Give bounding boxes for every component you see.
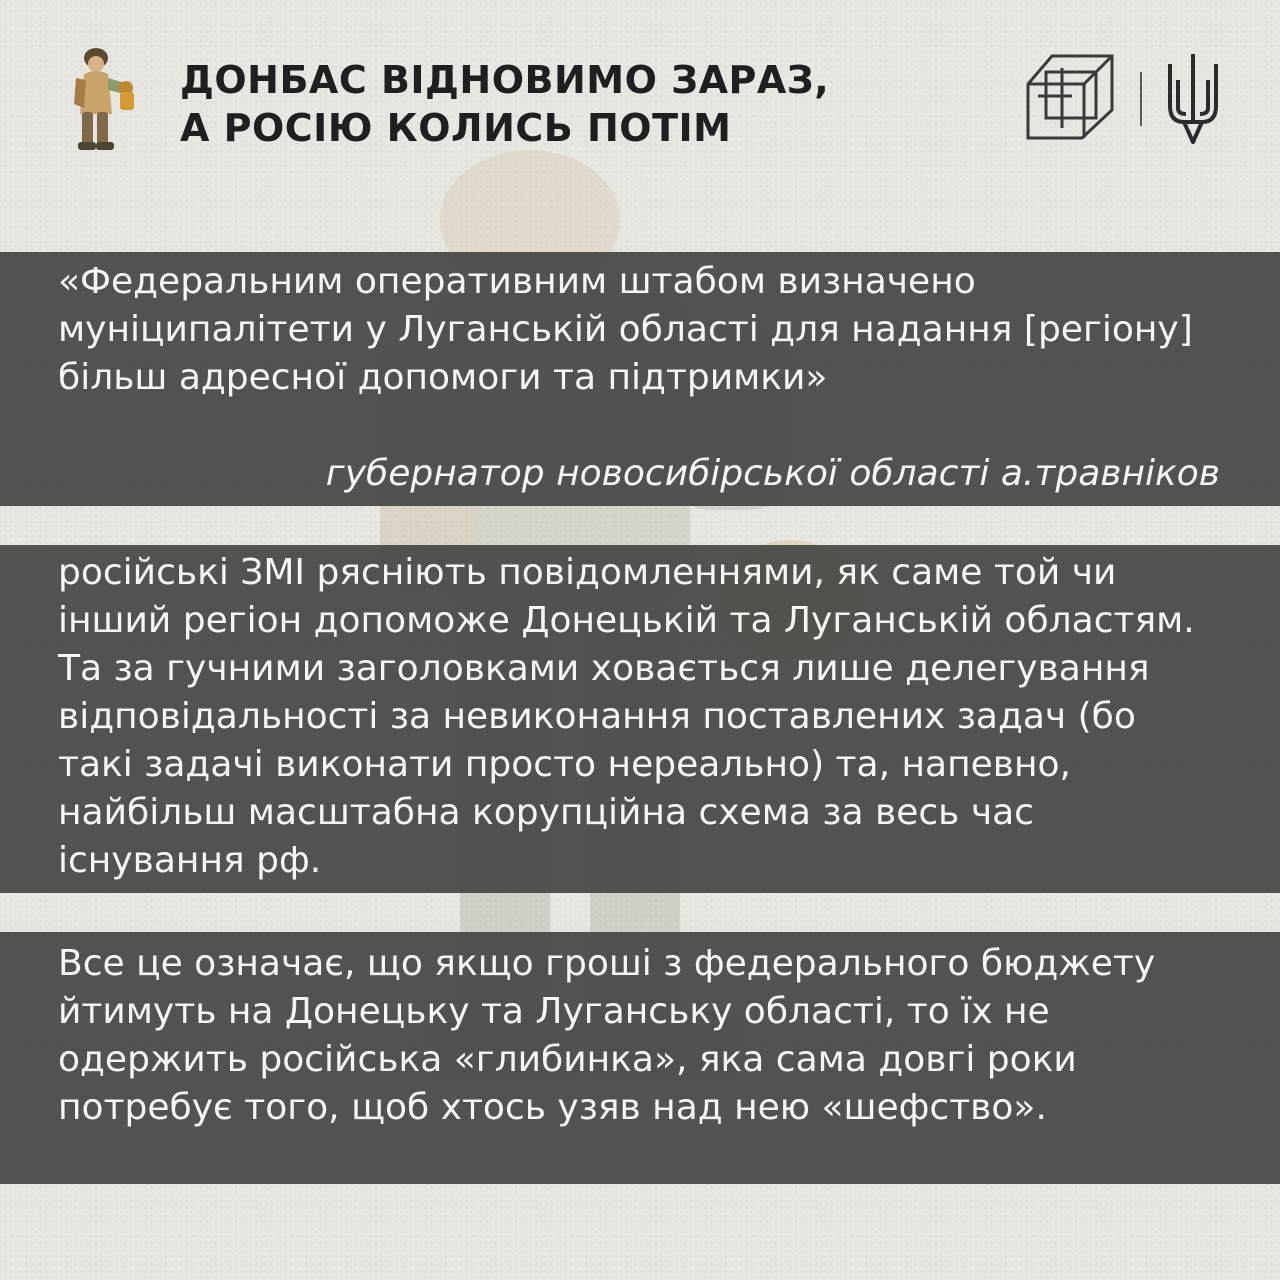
title-line-1: ДОНБАС ВІДНОВИМО ЗАРАЗ,	[180, 58, 830, 102]
page-title	[180, 56, 829, 152]
quote-author: губернатор новосибірської області а.травніков	[325, 453, 1220, 494]
title-line-2: А РОСІЮ КОЛИСЬ ПОТІМ	[180, 106, 732, 150]
budget-paragraph-panel	[0, 932, 1280, 1184]
quote-text: «Федеральним оперативним штабом визначено муніципалітети у Луганській області для надання [регіону] більш адресної допомоги та підтримки»	[58, 261, 1193, 398]
media-paragraph-panel	[0, 545, 1280, 893]
logo-divider	[1140, 72, 1142, 126]
media-paragraph: російські ЗМІ рясніють повідомленнями, як саме той чи інший регіон допоможе Донецькій та Луганській областям. Та за гучними заголовками ховається лише делегування відповідальності за невиконання поставлених задач (бо такі задачі виконати просто нереально) та, напевно, найбільш масштабна корупційна схема за весь час існування рф.	[58, 552, 1195, 881]
quote-panel	[0, 252, 1280, 506]
header	[0, 0, 1280, 200]
miner-figure-icon	[62, 44, 142, 154]
trident-icon	[1164, 50, 1222, 146]
budget-paragraph: Все це означає, що якщо гроші з федерального бюджету йтимуть на Донецьку та Луганську області, то їх не одержить російська «глибинка», яка сама довгі роки потребує того, щоб хтось узяв над нею «шефство».	[58, 943, 1156, 1128]
impossible-cube-icon	[1022, 48, 1118, 144]
